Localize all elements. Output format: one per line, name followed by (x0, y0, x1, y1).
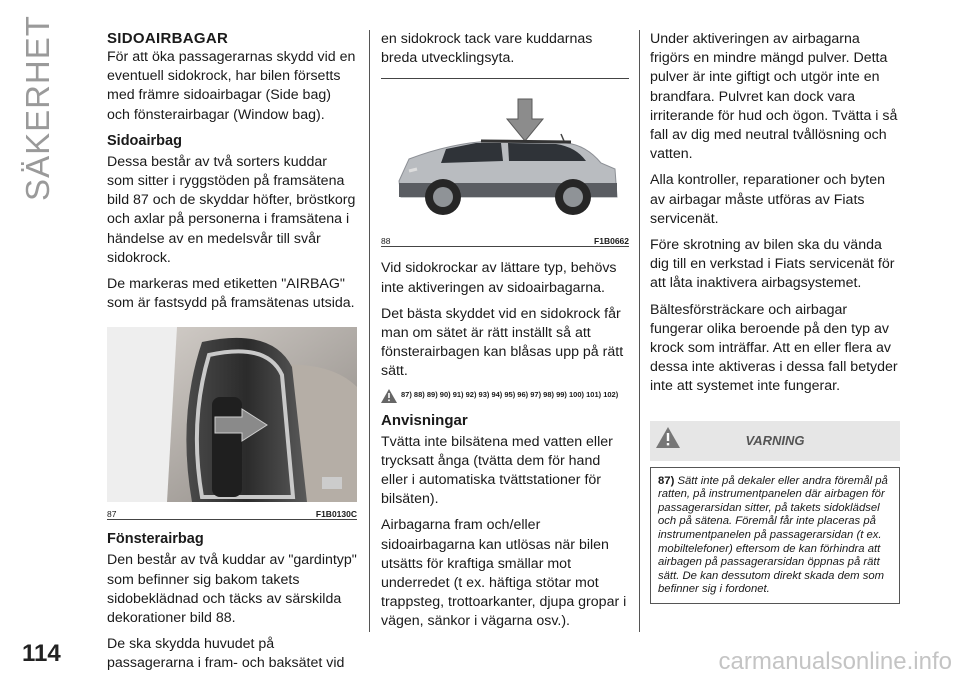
subheading-side-airbag: Sidoairbag (107, 132, 182, 149)
warning-references (381, 389, 629, 403)
car-side-illustration (381, 79, 629, 229)
column-3 (650, 30, 900, 604)
figure-code: F1B0662 (594, 236, 629, 247)
paragraph: Tvätta inte bilsätena med vatten eller trycksatt ånga (tvätta dem för hand eller i automatiska tvättstationer för bilsäten). (381, 433, 613, 508)
figure-number: 87 (107, 509, 117, 520)
warning-box (650, 421, 900, 604)
figure-87 (107, 327, 357, 520)
paragraph: Dessa består av två sorters kuddar som sitter i ryggstöden på framsätena bild 87 och de skyddar höfter, bröstkorg och axlar på personerna i framsätena i händelse av en medelsvår till svår sidokrock. (107, 153, 356, 266)
section-heading: SIDOAIRBAGAR (107, 30, 229, 47)
seat-airbag-illustration (107, 327, 357, 502)
paragraph: Bältesförsträckare och airbagar fungerar olika beroende på den typ av krock som inträffar. Att en eller flera av dessa inte aktiveras i dessa fall betyder inte att systemet inte fungerar. (650, 301, 898, 395)
warning-text: Sätt inte på dekaler eller andra föremål på ratten, på instrumentpanelen där airbagen för passagerarsidan sitter, på takets sidoklädsel och på sätena. Föremål får inte placeras på instrumentpanelen på passagerarsidan (t ex. mobiltelefoner) eftersom de kan förhindra att airbagen på passagerarsidan öppnas på rätt sätt. De kan dessutom direkt skada dem som befinner sig i fordonet. (658, 474, 888, 596)
page-number: 114 (22, 640, 61, 667)
watermark: carmanualsonline.info (718, 648, 952, 675)
paragraph: en sidokrock tack vare kuddarnas breda utvecklingsyta. (381, 31, 593, 67)
reference-list: 87) 88) 89) 90) 91) 92) 93) 94) 95) 96) 97) 98) 99) 100) 101) 102) (401, 389, 619, 399)
paragraph: Airbagarna fram och/eller sidoairbagarna kan utlösas när bilen utsätts för kraftiga smällar mot underredet (t ex. häftiga stötar mot trappsteg, trottoarkanter, djupa gropar i vägen, sänkor i vägarna osv.). (381, 517, 627, 630)
column-1 (107, 30, 357, 681)
column-2 (381, 30, 629, 639)
paragraph: Under aktiveringen av airbagarna frigörs en mindre mängd pulver. Detta pulver är inte giftigt och utgör inte en brandfara. Pulvret kan dock vara irriterande för hud och ögon. Tvätta i så fall av dig med neutral tvållösning och vatten. (650, 31, 898, 163)
figure-88 (381, 78, 629, 247)
paragraph: Vid sidokrockar av lättare typ, behövs inte aktiveringen av sidoairbagarna. (381, 260, 617, 296)
section-side-label (18, 15, 58, 201)
section-heading-instructions: Anvisningar (381, 411, 468, 429)
warning-body (650, 467, 900, 604)
warning-triangle-icon (381, 389, 397, 403)
paragraph: Den består av två kuddar av "gardintyp" som befinner sig bakom takets sidobeklädnad och täcks av särskilda dekorationer bild 88. (107, 552, 357, 627)
warning-header (650, 421, 900, 461)
paragraph: De markeras med etiketten "AIRBAG" som är fastsydd på framsätenas utsida. (107, 276, 355, 312)
warning-title: VARNING (745, 433, 805, 449)
column-divider-1 (369, 30, 370, 632)
subheading-window-airbag: Fönsterairbag (107, 531, 204, 548)
column-divider-2 (639, 30, 640, 632)
figure-number: 88 (381, 236, 391, 247)
section-label-text: SÄKERHET (19, 15, 56, 201)
paragraph: Före skrotning av bilen ska du vända dig till en verkstad i Fiats servicenät för att låta inaktivera airbagsystemet. (650, 237, 895, 292)
paragraph: Det bästa skyddet vid en sidokrock får man om sätet är rätt inställt så att fönsterairbagen kan blåsas upp på rätt sätt. (381, 305, 624, 380)
paragraph: Alla kontroller, reparationer och byten av airbagar måste utföras av Fiats servicenät. (650, 172, 886, 227)
intro-paragraph: För att öka passagerarnas skydd vid en eventuell sidokrock, har bilen försetts med främre sidoairbagar (Side bag) och fönsterairbagar (Window bag). (107, 49, 356, 123)
paragraph: De ska skydda huvudet på passagerarna i fram- och baksätet vid (107, 636, 345, 672)
figure-code: F1B0130C (315, 509, 357, 520)
warning-triangle-icon (656, 427, 680, 448)
warning-number: 87) (658, 474, 675, 487)
